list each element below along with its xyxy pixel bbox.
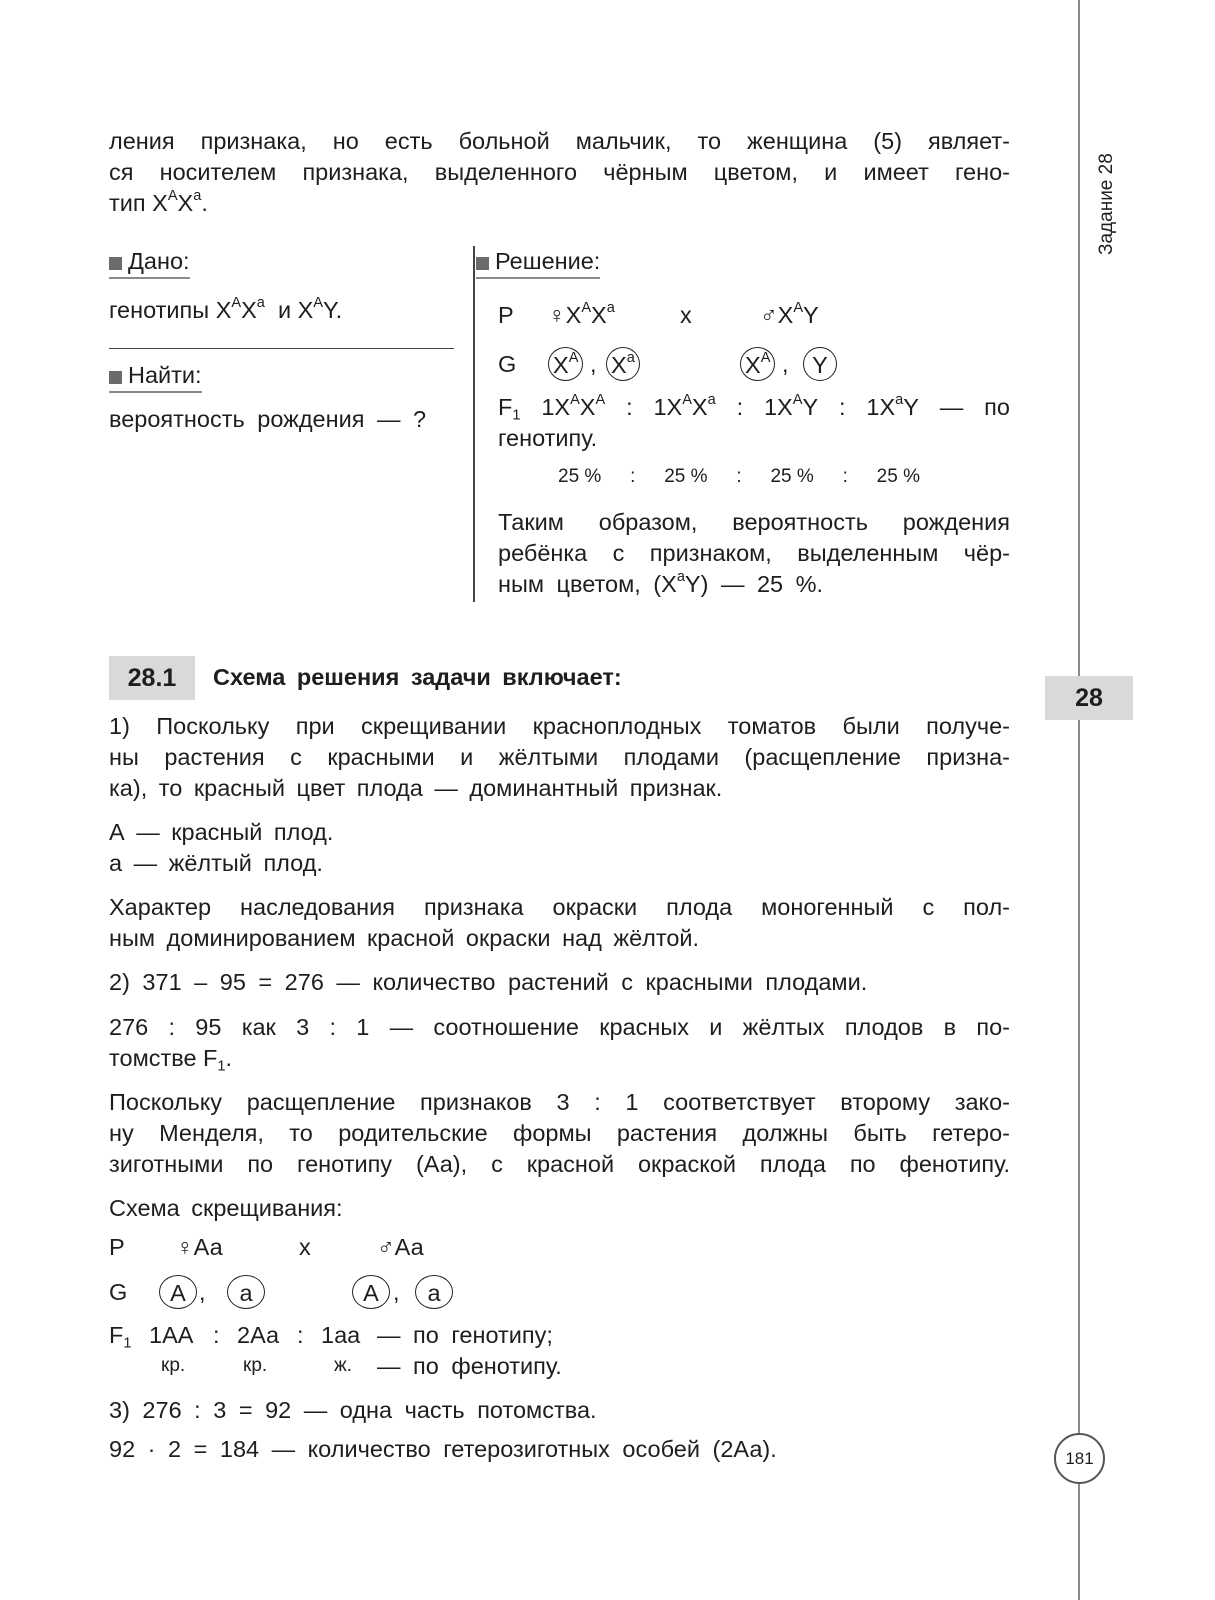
task-tab: 28 (1045, 676, 1133, 720)
square-marker-icon (109, 257, 122, 270)
scheme-f1-phenotypes: кр. кр. ж. — по фенотипу. (161, 1353, 562, 1379)
p1-line-1: 1) Поскольку при скрещивании красноплодных томатов были получе- (109, 713, 1010, 739)
intro-line-3: тип $X^AX^a$. (109, 188, 208, 216)
p5-line-2: ну Менделя, то родительские формы растения должны быть гетеро- (109, 1120, 1010, 1146)
p4-line-2: томстве $F_1$. (109, 1045, 233, 1075)
solution-f1-cont: генотипу. (498, 425, 598, 451)
given-header: Дано: (109, 248, 190, 275)
conclusion-line-3: ным цветом, $(X^aY)$ — 25 %. (498, 569, 824, 597)
intro-line-2: ся носителем признака, выделенного чёрным цветом, и имеет гено- (109, 159, 1010, 185)
conclusion-line-1: Таким образом, вероятность рождения (498, 509, 1010, 535)
find-header: Найти: (109, 362, 202, 389)
gamete-circle: $X^a$ (606, 347, 640, 381)
p6: 3) 276 : 3 = 92 — одна часть потомства. (109, 1397, 597, 1423)
gamete-circle: а (415, 1275, 453, 1309)
solution-percents: 25 % : 25 % : 25 % : 25 % (558, 466, 920, 487)
gamete-circle: А (352, 1275, 390, 1309)
square-marker-icon (109, 371, 122, 384)
allele-a-recessive: а — жёлтый плод. (109, 850, 323, 876)
gamete-circle: $X^A$ (548, 347, 583, 381)
p2-line-2: ным доминированием красной окраски над жёлтой. (109, 925, 700, 951)
allele-a-dominant: А — красный плод. (109, 819, 334, 845)
section-number: 28.1 (109, 656, 195, 700)
margin-rule (1078, 0, 1080, 1600)
intro-line-1: ления признака, но есть больной мальчик, то женщина (5) являет- (109, 128, 1010, 154)
p3: 2) 371 – 95 = 276 — количество растений с красными плодами. (109, 969, 868, 995)
conclusion-line-2: ребёнка с признаком, выделенным чёр- (498, 540, 1010, 566)
gamete-circle: $X^A$ (740, 347, 775, 381)
p5-line-3: зиготными по генотипу (Аа), с красной окраской плода по фенотипу. (109, 1151, 1010, 1177)
scheme-f1-genotypes: $F_1$ 1АА : 2Аа : 1аа — по генотипу; (109, 1322, 553, 1352)
p2-line-1: Характер наследования признака окраски плода моногенный с пол- (109, 894, 1010, 920)
task-side-label: Задание 28 (1096, 153, 1117, 255)
p7: 92 · 2 = 184 — количество гетерозиготных особей (2Аа). (109, 1436, 777, 1462)
p1-line-3: ка), то красный цвет плода — доминантный признак. (109, 775, 723, 801)
square-marker-icon (476, 257, 489, 270)
scheme-label: Схема скрещивания: (109, 1195, 343, 1221)
gamete-circle: А (159, 1275, 197, 1309)
gamete-circle: а (227, 1275, 265, 1309)
solution-header: Решение: (476, 248, 600, 275)
solution-p-line: P $♀X^AX^a$ x $♂X^AY$ (498, 300, 819, 328)
column-divider (473, 246, 475, 602)
section-title: Схема решения задачи включает: (213, 664, 622, 690)
page-number: 181 (1054, 1433, 1105, 1484)
p5-line-1: Поскольку расщепление признаков 3 : 1 соответствует второму зако- (109, 1089, 1010, 1115)
p4-line-1: 276 : 95 как 3 : 1 — соотношение красных и жёлтых плодов в по- (109, 1014, 1010, 1040)
gamete-circle: Y (803, 347, 837, 381)
solution-f1-line: $F_1$ $1X^AX^A$ : $1X^AX^a$ : $1X^AY$ : $1X^aY$ — по (498, 392, 1010, 424)
scheme-p-line: P ♀Аа x ♂Аа (109, 1234, 424, 1260)
given-text: генотипы $X^AX^a$ и $X^AY$. (109, 295, 343, 323)
given-find-divider (109, 348, 454, 349)
p1-line-2: ны растения с красными и жёлтыми плодами (расщепление призна- (109, 744, 1010, 770)
find-text: вероятность рождения — ? (109, 406, 427, 432)
